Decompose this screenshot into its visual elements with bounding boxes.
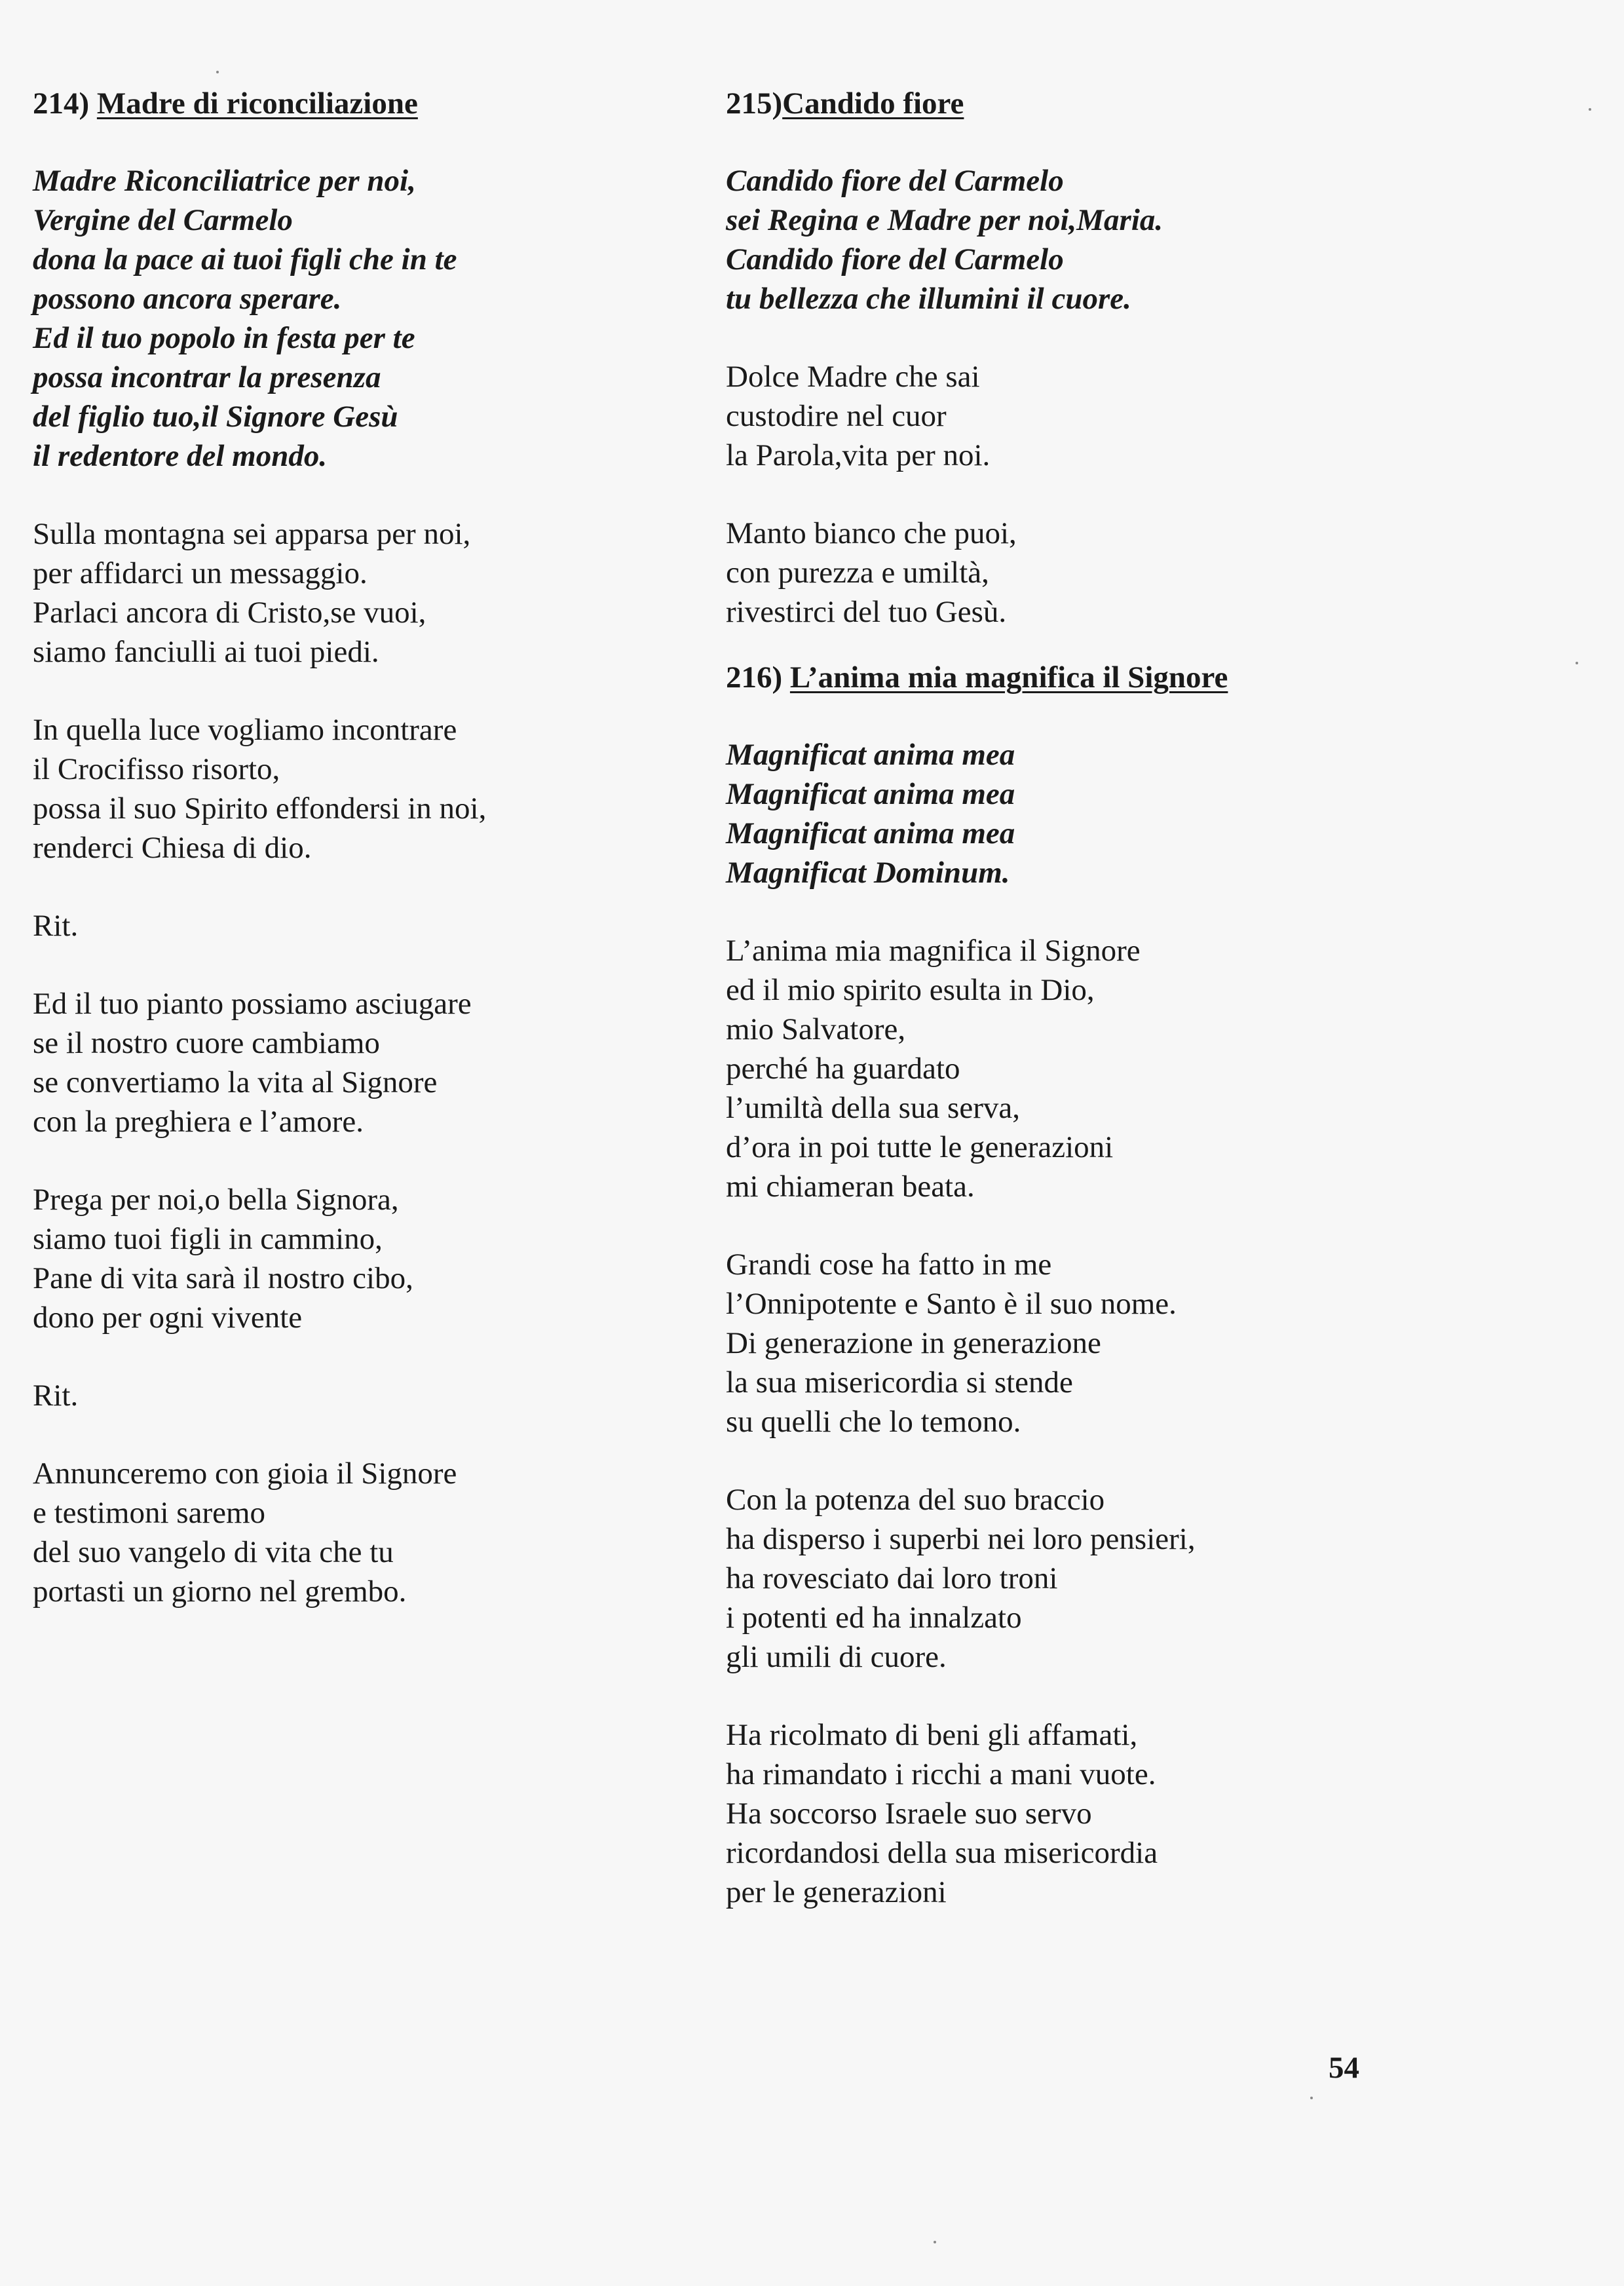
lyric-line: Magnificat anima mea [726,816,1015,850]
refrain-marker: Rit. [33,909,79,943]
song-number: 215) [726,86,783,121]
song-number: 216) [726,660,783,695]
lyric-line: dono per ogni vivente [33,1301,303,1335]
lyric-line: Candido fiore del Carmelo [726,164,1064,198]
page-number: 54 [1329,2051,1359,2085]
song-name: L’anima mia magnifica il Signore [789,660,1228,695]
lyric-line: In quella luce vogliamo incontrare [33,713,457,747]
lyric-line: Ha soccorso Israele suo servo [726,1797,1092,1831]
refrain-marker: Rit. [33,1379,79,1413]
lyric-line: Prega per noi,o bella Signora, [33,1183,399,1217]
lyric-line: L’anima mia magnifica il Signore [726,934,1141,968]
lyric-line: del figlio tuo,il Signore Gesù [33,400,398,434]
lyric-line: d’ora in poi tutte le generazioni [726,1130,1114,1164]
right-column [726,84,1479,1951]
lyric-line: portasti un giorno nel grembo. [33,1574,407,1609]
refrain [726,161,1479,318]
song-number: 214) [33,86,90,121]
lyric-line: Pane di vita sarà il nostro cibo, [33,1261,413,1295]
lyric-line: renderci Chiesa di dio. [33,831,312,865]
lyric-line: il Crocifisso risorto, [33,752,280,786]
lyric-line: Parlaci ancora di Cristo,se vuoi, [33,596,426,630]
lyric-line: con purezza e umiltà, [726,556,989,590]
lyric-line: il redentore del mondo. [33,439,328,473]
verse [726,1245,1479,1441]
lyric-line: tu bellezza che illumini il cuore. [726,282,1131,316]
lyric-line: ha rimandato i ricchi a mani vuote. [726,1757,1156,1791]
lyric-line: per le generazioni [726,1875,947,1909]
lyric-line: siamo tuoi figli in cammino, [33,1222,383,1256]
lyric-line: l’umiltà della sua serva, [726,1091,1020,1125]
lyric-line: Magnificat anima mea [726,777,1015,811]
lyric-line: gli umili di cuore. [726,1640,947,1674]
lyric-line: Ed il tuo pianto possiamo asciugare [33,987,472,1021]
lyric-line: ricordandosi della sua misericordia [726,1836,1158,1870]
lyric-line: possono ancora sperare. [33,282,342,316]
lyric-line: Ha ricolmato di beni gli affamati, [726,1718,1138,1752]
lyric-line: per affidarci un messaggio. [33,556,368,590]
refrain [33,161,688,476]
scan-speck [1310,2097,1313,2099]
verse [726,1480,1479,1677]
lyric-line: e testimoni saremo [33,1496,266,1530]
lyric-line: Annunceremo con gioia il Signore [33,1457,457,1491]
lyric-line: del suo vangelo di vita che tu [33,1535,394,1569]
lyric-line: possa incontrar la presenza [33,360,381,394]
song-title-216 [726,658,1479,697]
scan-speck [1589,108,1591,111]
lyric-line: rivestirci del tuo Gesù. [726,595,1007,629]
verse [33,1454,688,1611]
scan-speck [216,71,219,73]
verse [33,710,688,867]
lyric-line: se il nostro cuore cambiamo [33,1026,380,1060]
lyric-line: dona la pace ai tuoi figli che in te [33,242,457,276]
lyric-line: Sulla montagna sei apparsa per noi, [33,517,471,551]
lyric-line: mio Salvatore, [726,1012,906,1046]
verse [726,357,1479,475]
verse [33,514,688,672]
lyric-line: Magnificat Dominum. [726,856,1010,890]
verse [33,984,688,1141]
lyric-line: i potenti ed ha innalzato [726,1601,1022,1635]
lyric-line: l’Onnipotente e Santo è il suo nome. [726,1287,1177,1321]
song-title-215 [726,84,1479,123]
lyric-line: Ed il tuo popolo in festa per te [33,321,415,355]
lyric-line: Vergine del Carmelo [33,203,293,237]
lyric-line: Di generazione in generazione [726,1326,1101,1360]
lyric-line: la Parola,vita per noi. [726,438,991,472]
scan-speck [1576,662,1578,664]
lyric-line: Magnificat anima mea [726,738,1015,772]
verse [726,514,1479,632]
lyric-line: sei Regina e Madre per noi,Maria. [726,203,1163,237]
lyric-line: Manto bianco che puoi, [726,516,1017,550]
lyric-line: mi chiameran beata. [726,1170,975,1204]
lyric-line: ha rovesciato dai loro troni [726,1561,1058,1595]
verse [726,1715,1479,1912]
lyric-line: perché ha guardato [726,1052,960,1086]
song-title-214 [33,84,688,123]
song-name: Candido fiore [782,86,964,121]
scan-speck [934,2241,936,2243]
lyric-line: possa il suo Spirito effondersi in noi, [33,791,487,826]
lyric-line: Grandi cose ha fatto in me [726,1248,1052,1282]
verse [726,931,1479,1206]
lyric-line: Dolce Madre che sai [726,360,980,394]
lyric-line: ed il mio spirito esulta in Dio, [726,973,1095,1007]
lyric-line: su quelli che lo temono. [726,1405,1021,1439]
verse [33,1180,688,1337]
left-column [33,84,688,1650]
lyric-line: Madre Riconciliatrice per noi, [33,164,416,198]
song-name: Madre di riconciliazione [96,86,418,121]
lyric-line: custodire nel cuor [726,399,947,433]
lyric-line: ha disperso i superbi nei loro pensieri, [726,1522,1196,1556]
lyric-line: Con la potenza del suo braccio [726,1483,1105,1517]
lyric-line: siamo fanciulli ai tuoi piedi. [33,635,379,669]
lyric-line: con la preghiera e l’amore. [33,1105,364,1139]
lyric-line: Candido fiore del Carmelo [726,242,1064,276]
lyric-line: se convertiamo la vita al Signore [33,1065,438,1099]
lyric-line: la sua misericordia si stende [726,1365,1073,1400]
refrain [726,735,1479,892]
